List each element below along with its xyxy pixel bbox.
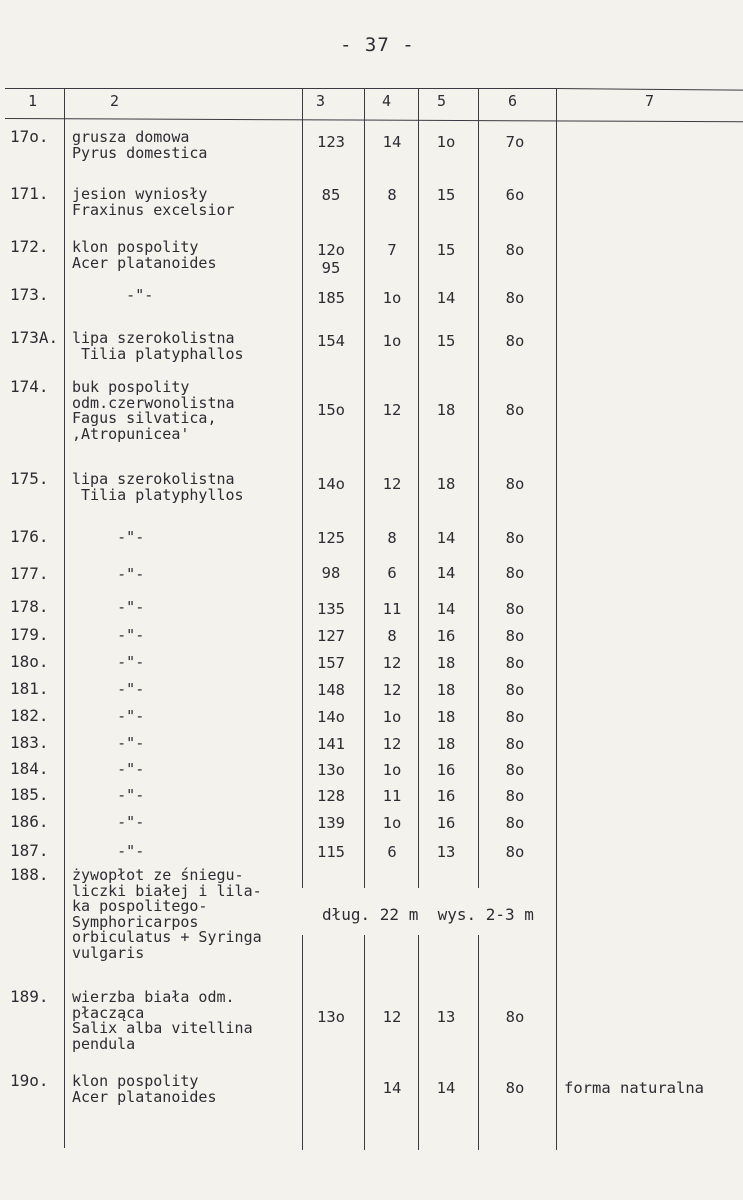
row-description-line: -"- <box>72 626 145 644</box>
cell-col-4: 6 <box>387 843 397 861</box>
cell-col-4: 12 <box>382 735 402 753</box>
cell-col-3: 85 <box>321 186 341 204</box>
cell-col-5: 14 <box>436 289 456 307</box>
cell-col-6: 8o <box>505 1079 525 1097</box>
cell-col-5: 18 <box>436 654 456 672</box>
cell-col-3: 14o <box>317 708 345 726</box>
row-number: 176. <box>10 527 49 546</box>
row-description-line: Pyrus domestica <box>72 143 208 162</box>
cell-col-5: 15 <box>436 332 456 350</box>
cell-col-7: forma naturalna <box>564 1079 704 1097</box>
row-number: 177. <box>10 564 49 583</box>
cell-col-3: 141 <box>317 735 345 753</box>
row-description-line: Fagus silvatica, <box>72 409 217 427</box>
cell-col-5: 15 <box>436 186 456 204</box>
row-number: 183. <box>10 733 49 752</box>
cell-col-3: 148 <box>317 681 345 699</box>
row-description-line: -"- <box>72 707 145 725</box>
col-rule-2b <box>302 935 303 1150</box>
cell-col-3: 123 <box>317 133 345 151</box>
cell-col-6: 8o <box>505 708 525 726</box>
row-description-line: -"- <box>72 760 145 778</box>
cell-col-3: 13o <box>317 761 345 779</box>
row-number: 17o. <box>10 127 49 146</box>
cell-col-4: 8 <box>387 627 397 645</box>
row-description-line: wierzba biała odm. <box>72 988 235 1006</box>
cell-col-4: 12 <box>382 654 402 672</box>
row-description-line: Salix alba vitellina <box>72 1019 253 1037</box>
cell-col-5: 14 <box>436 1079 456 1097</box>
cell-col-3: 12o <box>317 241 345 259</box>
cell-col-4: 12 <box>382 401 402 419</box>
col-rule-5b <box>478 935 479 1150</box>
cell-col-6: 8o <box>505 654 525 672</box>
cell-col-3: 128 <box>317 787 345 805</box>
row-description-line: lipa szerokolistna <box>72 329 235 347</box>
col-header-2: 2 <box>110 92 120 110</box>
row-number: 185. <box>10 785 49 804</box>
table-top-rule <box>5 88 557 89</box>
cell-col-5: 15 <box>436 241 456 259</box>
row-number: 182. <box>10 706 49 725</box>
cell-col-5: 18 <box>436 475 456 493</box>
row-description-line: Acer platanoides <box>72 253 217 272</box>
cell-col-4: 1o <box>382 708 402 726</box>
cell-col-3: 13o <box>317 1008 345 1026</box>
cell-col-5: 18 <box>436 735 456 753</box>
row-description-line: liczki białej i lila- <box>72 881 262 900</box>
cell-col-5: 14 <box>436 564 456 582</box>
row-number: 186. <box>10 812 49 831</box>
row-number: 175. <box>10 469 49 488</box>
row-description-line: ,Atropunicea' <box>72 424 190 443</box>
cell-col-3: 115 <box>317 843 345 861</box>
cell-col-6: 8o <box>505 787 525 805</box>
table-header-rule <box>5 118 743 123</box>
cell-col-5: 14 <box>436 600 456 618</box>
cell-col-6: 8o <box>505 475 525 493</box>
col-rule-6 <box>556 88 557 1150</box>
row-description-line: Acer platanoides <box>72 1087 217 1106</box>
cell-col-3: 157 <box>317 654 345 672</box>
row-description-line: vulgaris <box>72 943 145 962</box>
col-header-7: 7 <box>645 92 655 110</box>
cell-col-5: 1o <box>436 133 456 151</box>
row-number: 181. <box>10 679 49 698</box>
row-number: 171. <box>10 184 49 203</box>
row-description-line: Fraxinus excelsior <box>72 200 235 219</box>
row-number: 19o. <box>10 1071 49 1090</box>
row-description-line: -"- <box>72 286 154 304</box>
col-header-3: 3 <box>316 92 326 110</box>
row-description-line: Symphoricarpos <box>72 912 199 931</box>
cell-col-6: 8o <box>505 529 525 547</box>
cell-col-4: 8 <box>387 186 397 204</box>
span-dimensions: dług. 22 m wys. 2-3 m <box>322 905 534 924</box>
cell-col-6: 8o <box>505 1008 525 1026</box>
cell-col-4: 11 <box>382 787 402 805</box>
row-description-line: klon pospolity <box>72 1072 199 1090</box>
row-number: 189. <box>10 987 49 1006</box>
row-description-line: orbiculatus + Syringa <box>72 928 262 946</box>
row-number: 178. <box>10 597 49 616</box>
cell-col-5: 16 <box>436 787 456 805</box>
row-description-line: płacząca <box>72 1003 145 1022</box>
table-top-rule-right <box>556 88 743 91</box>
cell-col-3: 154 <box>317 332 345 350</box>
row-number: 179. <box>10 625 49 644</box>
row-number: 173. <box>10 285 49 304</box>
cell-col-4: 1o <box>382 761 402 779</box>
cell-col-4: 14 <box>382 1079 402 1097</box>
cell-col-6: 6o <box>505 186 525 204</box>
cell-col-5: 14 <box>436 529 456 547</box>
col-header-5: 5 <box>437 92 447 110</box>
row-number: 173A. <box>10 328 59 347</box>
cell-col-3: 127 <box>317 627 345 645</box>
row-description-line: -"- <box>72 528 145 546</box>
cell-col-6: 8o <box>505 681 525 699</box>
cell-col-3: 98 <box>321 564 341 582</box>
cell-col-6: 8o <box>505 761 525 779</box>
row-description-line: -"- <box>72 598 145 616</box>
row-number: 18o. <box>10 652 49 671</box>
row-description-line: -"- <box>72 734 145 752</box>
col-rule-1 <box>64 88 65 1148</box>
row-description-line: -"- <box>72 786 145 804</box>
cell-col-5: 16 <box>436 627 456 645</box>
cell-col-6: 8o <box>505 735 525 753</box>
cell-col-4: 6 <box>387 564 397 582</box>
cell-col-5: 18 <box>436 401 456 419</box>
col-header-1: 1 <box>28 92 38 110</box>
col-header-6: 6 <box>508 92 518 110</box>
cell-col-3: 185 <box>317 289 345 307</box>
row-description-line: żywopłot ze śniegu- <box>72 866 244 884</box>
cell-col-5: 16 <box>436 761 456 779</box>
row-description-line: buk pospolity <box>72 378 190 396</box>
cell-col-3: 15o <box>317 401 345 419</box>
cell-col-4: 12 <box>382 475 402 493</box>
cell-col-4: 11 <box>382 600 402 618</box>
cell-col-5: 13 <box>436 1008 456 1026</box>
cell-col-3: 14o <box>317 475 345 493</box>
row-description-line: -"- <box>72 680 145 698</box>
cell-col-6: 8o <box>505 564 525 582</box>
cell-col-4: 1o <box>382 289 402 307</box>
cell-col-6: 8o <box>505 814 525 832</box>
cell-col-6: 8o <box>505 401 525 419</box>
cell-col-3: 135 <box>317 600 345 618</box>
row-description-line: -"- <box>72 813 145 831</box>
cell-col-6: 8o <box>505 627 525 645</box>
row-number: 184. <box>10 759 49 778</box>
cell-col-4: 7 <box>387 241 397 259</box>
row-description-line: ka pospolitego- <box>72 897 208 915</box>
cell-col-4: 12 <box>382 1008 402 1026</box>
row-number: 188. <box>10 865 49 884</box>
cell-col-3: 125 <box>317 529 345 547</box>
row-number: 174. <box>10 377 49 396</box>
cell-col-6: 8o <box>505 332 525 350</box>
cell-col-3: 139 <box>317 814 345 832</box>
cell-col-6: 8o <box>505 289 525 307</box>
row-description-line: pendula <box>72 1034 136 1053</box>
row-description-line: -"- <box>72 842 145 860</box>
row-number: 172. <box>10 237 49 256</box>
cell-col-6: 8o <box>505 241 525 259</box>
col-rule-4b <box>418 935 419 1150</box>
row-description-line: -"- <box>72 565 145 583</box>
cell-col-5: 16 <box>436 814 456 832</box>
row-description-line: -"- <box>72 653 145 671</box>
cell-col-4: 12 <box>382 681 402 699</box>
col-rule-3b <box>364 935 365 1150</box>
row-description-line: odm.czerwonolistna <box>72 393 235 412</box>
row-description-line: jesion wyniosły <box>72 185 208 203</box>
row-description-line: Tilia platyphyllos <box>72 485 244 504</box>
cell-col-5: 18 <box>436 708 456 726</box>
cell-col-4: 8 <box>387 529 397 547</box>
cell-col-6: 8o <box>505 600 525 618</box>
cell-col-3: 95 <box>321 259 341 277</box>
cell-col-5: 13 <box>436 843 456 861</box>
page-number: - 37 - <box>340 34 415 56</box>
row-description-line: Tilia platyphallos <box>72 344 244 363</box>
cell-col-4: 1o <box>382 332 402 350</box>
cell-col-6: 8o <box>505 843 525 861</box>
row-description-line: lipa szerokolistna <box>72 470 235 488</box>
row-description-line: grusza domowa <box>72 128 190 146</box>
cell-col-5: 18 <box>436 681 456 699</box>
cell-col-6: 7o <box>505 133 525 151</box>
cell-col-4: 1o <box>382 814 402 832</box>
row-number: 187. <box>10 841 49 860</box>
cell-col-4: 14 <box>382 133 402 151</box>
col-header-4: 4 <box>382 92 392 110</box>
row-description-line: klon pospolity <box>72 238 199 256</box>
